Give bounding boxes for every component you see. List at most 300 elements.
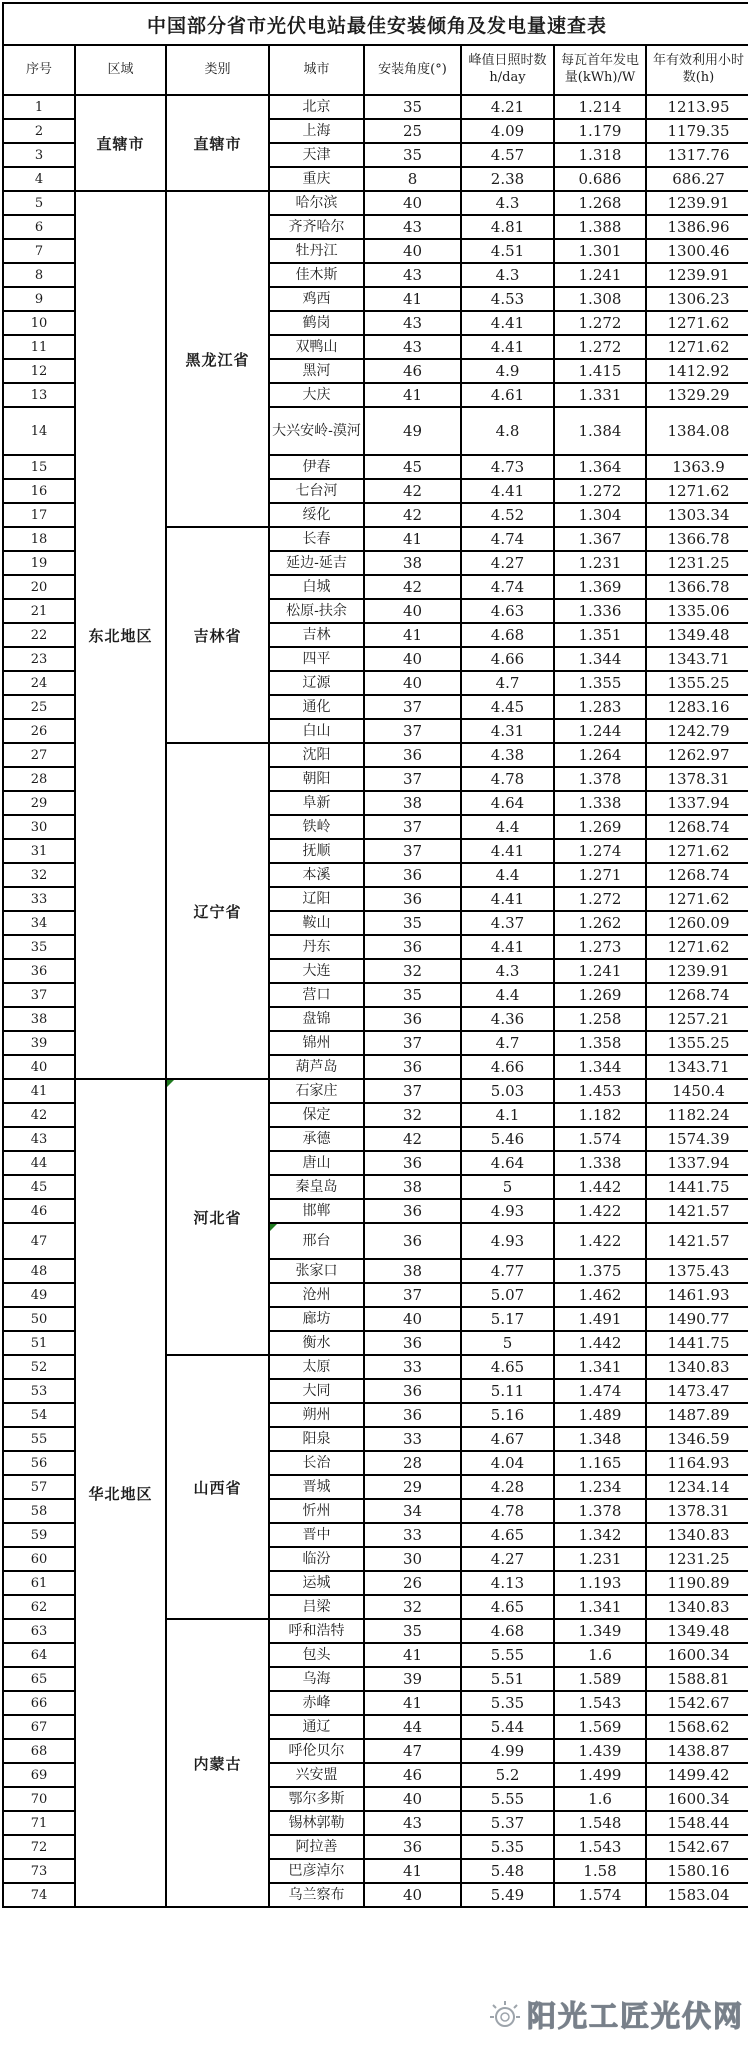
col-header-first-year-gen: 每瓦首年发电 量(kWh)/W [554,45,646,95]
serial-cell: 61 [3,1571,75,1595]
annual-hours-cell: 1337.94 [646,1151,748,1175]
peak-sun-hours-cell: 4.28 [461,1475,554,1499]
first-year-generation-cell: 1.258 [554,1007,646,1031]
serial-cell: 45 [3,1175,75,1199]
table-row [3,191,748,215]
peak-sun-hours-cell: 4.63 [461,599,554,623]
city-cell: 抚顺 [269,839,364,863]
first-year-generation-cell: 1.342 [554,1523,646,1547]
annual-hours-cell: 1182.24 [646,1103,748,1127]
annual-hours-cell: 1239.91 [646,263,748,287]
serial-cell: 74 [3,1883,75,1907]
angle-cell: 26 [364,1571,461,1595]
city-cell: 朝阳 [269,767,364,791]
peak-sun-hours-cell: 5.35 [461,1691,554,1715]
annual-hours-cell: 1349.48 [646,623,748,647]
category-cell: 河北省 [166,1079,269,1355]
serial-cell: 26 [3,719,75,743]
serial-cell: 21 [3,599,75,623]
pv-table [2,2,748,1908]
first-year-generation-cell: 1.499 [554,1763,646,1787]
annual-hours-cell: 1583.04 [646,1883,748,1907]
peak-sun-hours-cell: 5.55 [461,1643,554,1667]
first-year-generation-cell: 1.269 [554,983,646,1007]
peak-sun-hours-cell: 5 [461,1175,554,1199]
annual-hours-cell: 1441.75 [646,1331,748,1355]
first-year-generation-cell: 1.244 [554,719,646,743]
city-cell: 七台河 [269,479,364,503]
serial-cell: 29 [3,791,75,815]
city-cell: 张家口 [269,1259,364,1283]
annual-hours-cell: 1580.16 [646,1859,748,1883]
annual-hours-cell: 1268.74 [646,983,748,1007]
serial-cell: 39 [3,1031,75,1055]
annual-hours-cell: 1355.25 [646,1031,748,1055]
serial-cell: 60 [3,1547,75,1571]
angle-cell: 36 [364,1199,461,1223]
angle-cell: 38 [364,791,461,815]
peak-sun-hours-cell: 4.1 [461,1103,554,1127]
region-cell: 东北地区 [75,191,166,1079]
annual-hours-cell: 1568.62 [646,1715,748,1739]
annual-hours-cell: 1490.77 [646,1307,748,1331]
angle-cell: 35 [364,911,461,935]
serial-cell: 67 [3,1715,75,1739]
angle-cell: 36 [364,1055,461,1079]
category-cell: 黑龙江省 [166,191,269,527]
annual-hours-cell: 1268.74 [646,815,748,839]
peak-sun-hours-cell: 4.64 [461,791,554,815]
peak-sun-hours-cell: 4.67 [461,1427,554,1451]
peak-sun-hours-cell: 4.41 [461,935,554,959]
annual-hours-cell: 1542.67 [646,1691,748,1715]
city-cell: 白山 [269,719,364,743]
first-year-generation-cell: 1.338 [554,1151,646,1175]
serial-cell: 49 [3,1283,75,1307]
peak-sun-hours-cell: 4.66 [461,1055,554,1079]
annual-hours-cell: 1271.62 [646,335,748,359]
first-year-generation-cell: 1.375 [554,1259,646,1283]
annual-hours-cell: 1340.83 [646,1355,748,1379]
serial-cell: 44 [3,1151,75,1175]
city-cell: 齐齐哈尔 [269,215,364,239]
category-cell: 内蒙古 [166,1619,269,1907]
angle-cell: 40 [364,647,461,671]
serial-cell: 18 [3,527,75,551]
annual-hours-cell: 1588.81 [646,1667,748,1691]
annual-hours-cell: 1262.97 [646,743,748,767]
first-year-generation-cell: 1.589 [554,1667,646,1691]
serial-cell: 46 [3,1199,75,1223]
serial-cell: 13 [3,383,75,407]
peak-sun-hours-cell: 4.4 [461,815,554,839]
col-header-serial: 序号 [3,45,75,95]
annual-hours-cell: 1239.91 [646,959,748,983]
annual-hours-cell: 1548.44 [646,1811,748,1835]
first-year-generation-cell: 1.384 [554,407,646,455]
first-year-generation-cell: 1.268 [554,191,646,215]
first-year-generation-cell: 1.304 [554,503,646,527]
city-cell: 鄂尔多斯 [269,1787,364,1811]
annual-hours-cell: 1271.62 [646,311,748,335]
first-year-generation-cell: 1.179 [554,119,646,143]
annual-hours-cell: 1213.95 [646,95,748,119]
angle-cell: 36 [364,1151,461,1175]
annual-hours-cell: 1384.08 [646,407,748,455]
angle-cell: 32 [364,959,461,983]
angle-cell: 36 [364,1007,461,1031]
serial-cell: 40 [3,1055,75,1079]
city-cell: 本溪 [269,863,364,887]
serial-cell: 55 [3,1427,75,1451]
peak-sun-hours-cell: 4.93 [461,1199,554,1223]
first-year-generation-cell: 1.367 [554,527,646,551]
annual-hours-cell: 1366.78 [646,527,748,551]
city-cell: 太原 [269,1355,364,1379]
angle-cell: 37 [364,815,461,839]
col-header-peak-sun-hours: 峰值日照时数 h/day [461,45,554,95]
angle-cell: 47 [364,1739,461,1763]
first-year-generation-cell: 1.453 [554,1079,646,1103]
first-year-generation-cell: 1.369 [554,575,646,599]
peak-sun-hours-cell: 4.53 [461,287,554,311]
annual-hours-cell: 1574.39 [646,1127,748,1151]
peak-sun-hours-cell: 4.73 [461,455,554,479]
angle-cell: 38 [364,551,461,575]
peak-sun-hours-cell: 4.57 [461,143,554,167]
peak-sun-hours-cell: 4.68 [461,623,554,647]
city-cell: 白城 [269,575,364,599]
angle-cell: 34 [364,1499,461,1523]
city-cell: 松原-扶余 [269,599,364,623]
peak-sun-hours-cell: 5.37 [461,1811,554,1835]
category-cell: 吉林省 [166,527,269,743]
annual-hours-cell: 1300.46 [646,239,748,263]
first-year-generation-cell: 1.165 [554,1451,646,1475]
first-year-generation-cell: 1.574 [554,1883,646,1907]
angle-cell: 43 [364,1811,461,1835]
peak-sun-hours-cell: 4.4 [461,983,554,1007]
city-cell: 保定 [269,1103,364,1127]
annual-hours-cell: 1355.25 [646,671,748,695]
city-cell: 辽源 [269,671,364,695]
city-cell: 长治 [269,1451,364,1475]
first-year-generation-cell: 1.58 [554,1859,646,1883]
angle-cell: 32 [364,1595,461,1619]
annual-hours-cell: 1421.57 [646,1223,748,1259]
annual-hours-cell: 1600.34 [646,1643,748,1667]
angle-cell: 29 [364,1475,461,1499]
serial-cell: 36 [3,959,75,983]
serial-cell: 53 [3,1379,75,1403]
city-cell: 衡水 [269,1331,364,1355]
angle-cell: 36 [364,1379,461,1403]
peak-sun-hours-cell: 5.11 [461,1379,554,1403]
city-cell: 阳泉 [269,1427,364,1451]
serial-cell: 50 [3,1307,75,1331]
peak-sun-hours-cell: 4.78 [461,1499,554,1523]
serial-cell: 66 [3,1691,75,1715]
serial-cell: 48 [3,1259,75,1283]
peak-sun-hours-cell: 4.09 [461,119,554,143]
angle-cell: 35 [364,95,461,119]
peak-sun-hours-cell: 4.52 [461,503,554,527]
serial-cell: 70 [3,1787,75,1811]
city-cell: 锦州 [269,1031,364,1055]
annual-hours-cell: 1412.92 [646,359,748,383]
city-cell: 阿拉善 [269,1835,364,1859]
city-cell: 辽阳 [269,887,364,911]
serial-cell: 10 [3,311,75,335]
city-cell: 承德 [269,1127,364,1151]
city-cell: 临汾 [269,1547,364,1571]
first-year-generation-cell: 1.6 [554,1643,646,1667]
annual-hours-cell: 1234.14 [646,1475,748,1499]
city-cell: 上海 [269,119,364,143]
title-row [3,3,748,45]
serial-cell: 59 [3,1523,75,1547]
peak-sun-hours-cell: 5.35 [461,1835,554,1859]
angle-cell: 41 [364,623,461,647]
angle-cell: 40 [364,671,461,695]
peak-sun-hours-cell: 5.48 [461,1859,554,1883]
first-year-generation-cell: 1.272 [554,479,646,503]
city-cell: 秦皇岛 [269,1175,364,1199]
first-year-generation-cell: 1.378 [554,1499,646,1523]
annual-hours-cell: 1271.62 [646,479,748,503]
serial-cell: 8 [3,263,75,287]
city-cell: 大同 [269,1379,364,1403]
annual-hours-cell: 1363.9 [646,455,748,479]
city-cell: 邢台 [269,1223,364,1259]
serial-cell: 20 [3,575,75,599]
peak-sun-hours-cell: 4.7 [461,1031,554,1055]
peak-sun-hours-cell: 4.74 [461,527,554,551]
first-year-generation-cell: 1.283 [554,695,646,719]
angle-cell: 43 [364,215,461,239]
first-year-generation-cell: 1.262 [554,911,646,935]
city-cell: 大兴安岭-漠河 [269,407,364,455]
serial-cell: 34 [3,911,75,935]
annual-hours-cell: 1346.59 [646,1427,748,1451]
first-year-generation-cell: 1.193 [554,1571,646,1595]
city-cell: 天津 [269,143,364,167]
angle-cell: 25 [364,119,461,143]
angle-cell: 41 [364,287,461,311]
city-cell: 佳木斯 [269,263,364,287]
serial-cell: 9 [3,287,75,311]
city-cell: 哈尔滨 [269,191,364,215]
serial-cell: 68 [3,1739,75,1763]
annual-hours-cell: 1450.4 [646,1079,748,1103]
peak-sun-hours-cell: 5.46 [461,1127,554,1151]
first-year-generation-cell: 1.442 [554,1175,646,1199]
serial-cell: 11 [3,335,75,359]
serial-cell: 52 [3,1355,75,1379]
annual-hours-cell: 1271.62 [646,935,748,959]
angle-cell: 28 [364,1451,461,1475]
annual-hours-cell: 1473.47 [646,1379,748,1403]
angle-cell: 35 [364,143,461,167]
annual-hours-cell: 1329.29 [646,383,748,407]
angle-cell: 37 [364,719,461,743]
city-cell: 鞍山 [269,911,364,935]
serial-cell: 37 [3,983,75,1007]
first-year-generation-cell: 1.474 [554,1379,646,1403]
angle-cell: 8 [364,167,461,191]
peak-sun-hours-cell: 4.41 [461,311,554,335]
angle-cell: 43 [364,263,461,287]
serial-cell: 69 [3,1763,75,1787]
annual-hours-cell: 1239.91 [646,191,748,215]
first-year-generation-cell: 1.388 [554,215,646,239]
peak-sun-hours-cell: 4.99 [461,1739,554,1763]
serial-cell: 30 [3,815,75,839]
serial-cell: 54 [3,1403,75,1427]
angle-cell: 36 [364,1835,461,1859]
annual-hours-cell: 1499.42 [646,1763,748,1787]
serial-cell: 43 [3,1127,75,1151]
city-cell: 重庆 [269,167,364,191]
angle-cell: 37 [364,1283,461,1307]
city-cell: 伊春 [269,455,364,479]
peak-sun-hours-cell: 5.44 [461,1715,554,1739]
first-year-generation-cell: 1.358 [554,1031,646,1055]
serial-cell: 32 [3,863,75,887]
annual-hours-cell: 1378.31 [646,767,748,791]
first-year-generation-cell: 1.336 [554,599,646,623]
annual-hours-cell: 1303.34 [646,503,748,527]
city-cell: 北京 [269,95,364,119]
annual-hours-cell: 1340.83 [646,1595,748,1619]
serial-cell: 23 [3,647,75,671]
table-body [3,95,748,1907]
category-cell: 山西省 [166,1355,269,1619]
first-year-generation-cell: 1.378 [554,767,646,791]
serial-cell: 73 [3,1859,75,1883]
angle-cell: 42 [364,575,461,599]
angle-cell: 42 [364,479,461,503]
angle-cell: 43 [364,335,461,359]
angle-cell: 46 [364,1763,461,1787]
angle-cell: 33 [364,1523,461,1547]
first-year-generation-cell: 1.318 [554,143,646,167]
city-cell: 通辽 [269,1715,364,1739]
peak-sun-hours-cell: 5.55 [461,1787,554,1811]
angle-cell: 37 [364,767,461,791]
annual-hours-cell: 1306.23 [646,287,748,311]
first-year-generation-cell: 1.308 [554,287,646,311]
first-year-generation-cell: 1.338 [554,791,646,815]
city-cell: 吕梁 [269,1595,364,1619]
annual-hours-cell: 1487.89 [646,1403,748,1427]
first-year-generation-cell: 1.422 [554,1199,646,1223]
city-cell: 运城 [269,1571,364,1595]
peak-sun-hours-cell: 4.13 [461,1571,554,1595]
annual-hours-cell: 1271.62 [646,887,748,911]
peak-sun-hours-cell: 5.51 [461,1667,554,1691]
watermark [487,1994,744,2035]
first-year-generation-cell: 1.301 [554,239,646,263]
city-cell: 四平 [269,647,364,671]
serial-cell: 12 [3,359,75,383]
annual-hours-cell: 1441.75 [646,1175,748,1199]
sun-logo-icon [487,1997,523,2033]
city-cell: 晋中 [269,1523,364,1547]
col-header-category: 类别 [166,45,269,95]
peak-sun-hours-cell: 4.3 [461,959,554,983]
peak-sun-hours-cell: 4.65 [461,1355,554,1379]
serial-cell: 27 [3,743,75,767]
city-cell: 通化 [269,695,364,719]
peak-sun-hours-cell: 4.3 [461,191,554,215]
angle-cell: 33 [364,1355,461,1379]
city-cell: 巴彦淖尔 [269,1859,364,1883]
city-cell: 丹东 [269,935,364,959]
peak-sun-hours-cell: 4.9 [461,359,554,383]
first-year-generation-cell: 1.491 [554,1307,646,1331]
first-year-generation-cell: 1.234 [554,1475,646,1499]
first-year-generation-cell: 1.349 [554,1619,646,1643]
city-cell: 邯郸 [269,1199,364,1223]
angle-cell: 40 [364,191,461,215]
peak-sun-hours-cell: 4.21 [461,95,554,119]
city-cell: 晋城 [269,1475,364,1499]
annual-hours-cell: 1268.74 [646,863,748,887]
city-cell: 赤峰 [269,1691,364,1715]
first-year-generation-cell: 1.344 [554,1055,646,1079]
peak-sun-hours-cell: 4.8 [461,407,554,455]
peak-sun-hours-cell: 4.27 [461,1547,554,1571]
annual-hours-cell: 1386.96 [646,215,748,239]
serial-cell: 62 [3,1595,75,1619]
col-header-angle: 安装角度(°) [364,45,461,95]
first-year-generation-cell: 1.462 [554,1283,646,1307]
serial-cell: 22 [3,623,75,647]
serial-cell: 4 [3,167,75,191]
first-year-generation-cell: 1.272 [554,311,646,335]
angle-cell: 41 [364,1691,461,1715]
col-header-city: 城市 [269,45,364,95]
city-cell: 牡丹江 [269,239,364,263]
peak-sun-hours-cell: 5.16 [461,1403,554,1427]
peak-sun-hours-cell: 4.93 [461,1223,554,1259]
peak-sun-hours-cell: 4.41 [461,479,554,503]
first-year-generation-cell: 1.274 [554,839,646,863]
serial-cell: 72 [3,1835,75,1859]
watermark-text: 阳光工匠光伏网 [526,1999,744,2033]
angle-cell: 32 [364,1103,461,1127]
header-row [3,45,748,95]
peak-sun-hours-cell: 4.45 [461,695,554,719]
peak-sun-hours-cell: 5.17 [461,1307,554,1331]
peak-sun-hours-cell: 4.61 [461,383,554,407]
region-cell: 直辖市 [75,95,166,191]
serial-cell: 56 [3,1451,75,1475]
first-year-generation-cell: 1.231 [554,1547,646,1571]
peak-sun-hours-cell: 4.68 [461,1619,554,1643]
city-cell: 营口 [269,983,364,1007]
annual-hours-cell: 1366.78 [646,575,748,599]
peak-sun-hours-cell: 4.36 [461,1007,554,1031]
peak-sun-hours-cell: 4.41 [461,887,554,911]
first-year-generation-cell: 1.241 [554,263,646,287]
peak-sun-hours-cell: 5 [461,1331,554,1355]
col-header-region: 区域 [75,45,166,95]
peak-sun-hours-cell: 5.03 [461,1079,554,1103]
angle-cell: 41 [364,527,461,551]
first-year-generation-cell: 1.543 [554,1835,646,1859]
